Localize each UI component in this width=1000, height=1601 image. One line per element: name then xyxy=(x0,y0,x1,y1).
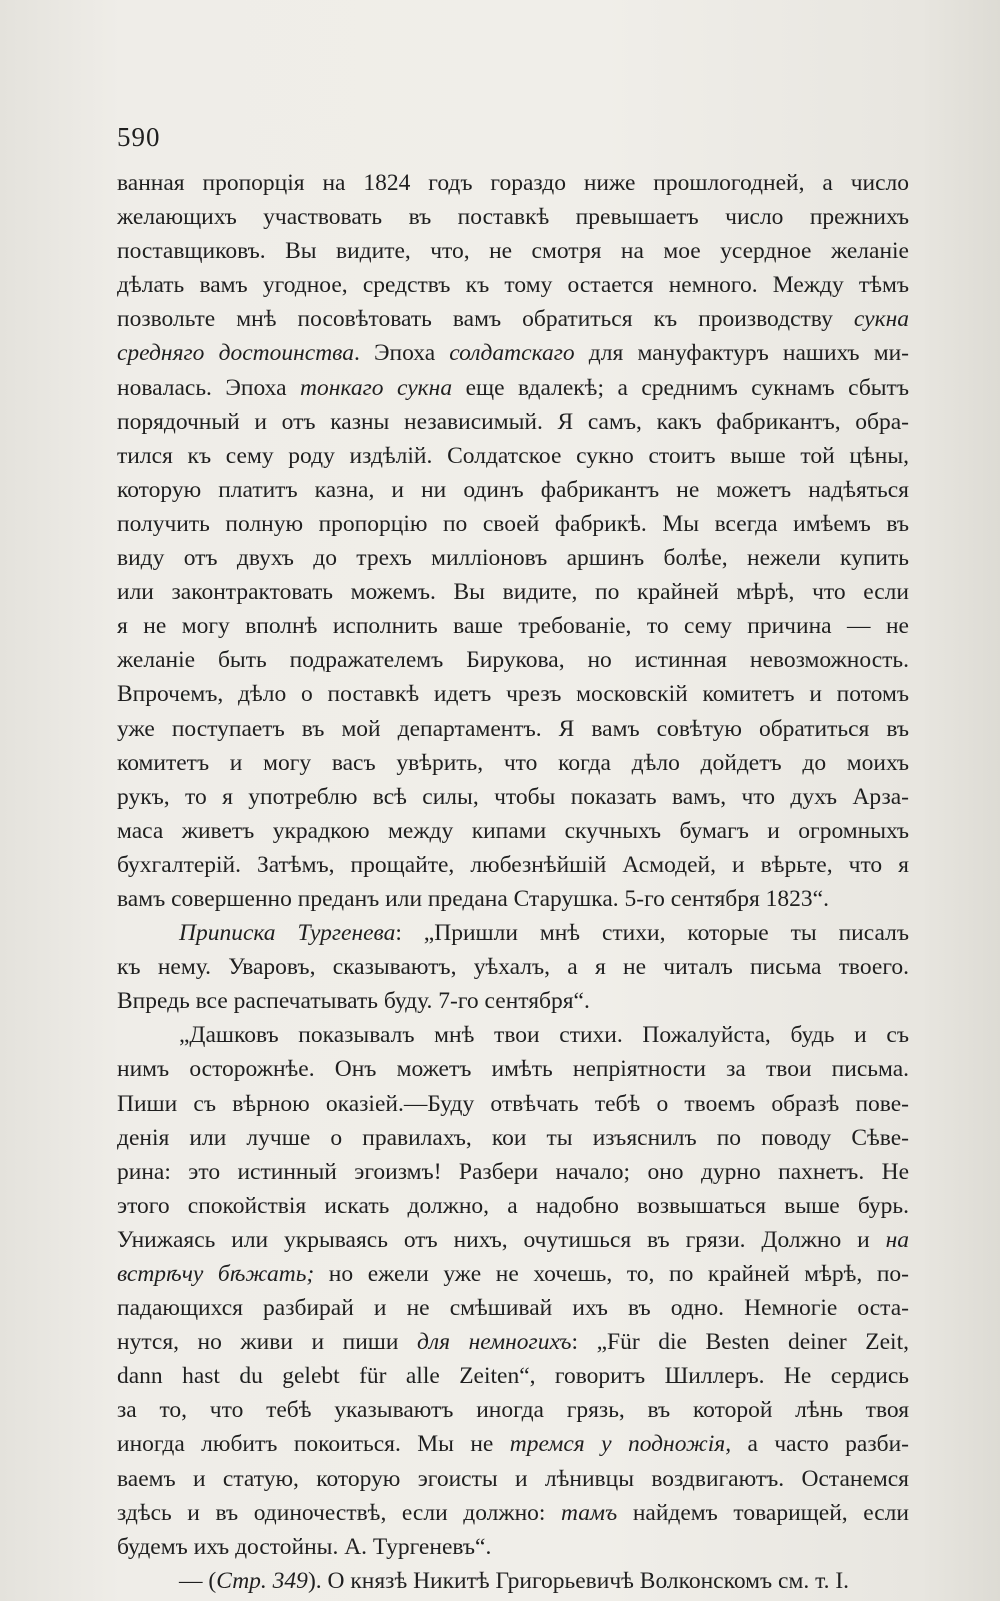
italic-text: Приписка Тургенева xyxy=(179,920,396,947)
text-segment: нимъ осторожнѣе. Онъ можетъ имѣть непріятности за твои письма. xyxy=(117,1056,909,1083)
text-line xyxy=(117,405,909,439)
text-line xyxy=(117,439,909,473)
text-line xyxy=(117,336,909,370)
page-number: 590 xyxy=(117,122,161,152)
text-segment: желаніе быть подражателемъ Бирукова, но истинная невозможность. xyxy=(117,647,909,674)
text-line xyxy=(117,814,909,848)
text-segment: поставщиковъ. Вы видите, что, не смотря на мое усердное желаніе xyxy=(117,238,909,265)
text-line xyxy=(117,984,909,1018)
text-line xyxy=(117,234,909,268)
text-segment: dann hast du gelebt für alle Zeiten“, говоритъ Шиллеръ. Не сердись xyxy=(117,1363,909,1390)
text-segment: рукъ, то я употреблю всѣ силы, чтобы показать вамъ, что духъ Арза- xyxy=(117,783,909,810)
italic-text: на xyxy=(885,1226,909,1253)
text-line xyxy=(117,1427,909,1461)
text-segment: но ежели уже не хочешь, то, по крайней мѣрѣ, по- xyxy=(314,1261,909,1287)
text-segment: которую платитъ казна, и ни одинъ фабрикантъ не можетъ надѣяться xyxy=(117,476,909,503)
text-line xyxy=(117,302,909,336)
text-segment: дѣлать вамъ угодное, средствъ къ тому остается немного. Между тѣмъ xyxy=(117,272,909,299)
text-segment: бухгалтерій. Затѣмъ, прощайте, любезнѣйшій Асмодей, и вѣрьте, что я xyxy=(117,851,909,878)
paragraph xyxy=(117,1018,909,1564)
text-line xyxy=(117,950,909,984)
italic-text: тонкаго сукна xyxy=(300,374,453,401)
text-line xyxy=(117,575,909,609)
text-line xyxy=(117,1291,909,1325)
text-segment: : „Пришли мнѣ стихи, которые ты писалъ xyxy=(395,920,909,947)
text-segment: для мануфактуръ нашихъ ми- xyxy=(574,340,909,367)
text-segment: найдемъ товарищей, если xyxy=(617,1499,909,1526)
text-segment: здѣсь и въ одиночествѣ, если должно: xyxy=(117,1499,562,1526)
text-segment: уже поступаетъ въ мой департаментъ. Я вамъ совѣтую обратиться въ xyxy=(117,715,909,742)
text-line xyxy=(117,916,909,950)
text-line xyxy=(117,712,909,746)
italic-text: тремся у подножія, xyxy=(509,1431,732,1458)
italic-text: средняго достоинства xyxy=(117,340,354,367)
text-line xyxy=(117,200,909,234)
text-line xyxy=(117,1325,909,1359)
text-segment: Впредь все распечатывать буду. 7-го сентября“. xyxy=(117,988,590,1015)
text-segment: нутся, но живи и пиши xyxy=(117,1329,417,1356)
text-segment: денія или лучше о правилахъ, кои ты изъяснилъ по поводу Сѣве- xyxy=(117,1124,909,1151)
text-body xyxy=(117,166,909,1598)
italic-text: для немногихъ xyxy=(417,1329,572,1356)
text-line xyxy=(117,1052,909,1086)
text-line xyxy=(117,677,909,711)
text-line xyxy=(117,1121,909,1155)
italic-text: солдатскаго xyxy=(449,340,575,367)
text-line xyxy=(117,268,909,302)
text-line xyxy=(117,1189,909,1223)
text-segment: вамъ совершенно преданъ или предана Старушка. 5-го сентября 1823“. xyxy=(117,885,829,912)
text-segment: позвольте мнѣ посовѣтовать вамъ обратиться къ производству xyxy=(117,306,854,333)
italic-text: сукна xyxy=(853,306,909,333)
text-segment: „Дашковъ показывалъ мнѣ твои стихи. Пожалуйста, будь и съ xyxy=(179,1022,909,1049)
text-line xyxy=(117,473,909,507)
italic-text: тамъ xyxy=(561,1499,618,1526)
text-line xyxy=(117,780,909,814)
text-line xyxy=(117,507,909,541)
text-segment: а часто разби- xyxy=(731,1431,909,1458)
text-segment: Унижаясь или укрываясь отъ нихъ, очутишься въ грязи. Должно и xyxy=(117,1226,886,1253)
italic-text: Стр. 349 xyxy=(216,1567,308,1594)
text-segment: получить полную пропорцію по своей фабрикѣ. Мы всегда имѣемъ въ xyxy=(117,510,909,537)
text-segment: еще вдалекѣ; а среднимъ сукнамъ сбытъ xyxy=(452,374,909,401)
text-line xyxy=(117,1087,909,1121)
text-line xyxy=(117,371,909,405)
paragraph xyxy=(117,916,909,1018)
text-line xyxy=(117,643,909,677)
text-line xyxy=(117,1359,909,1393)
text-line xyxy=(117,1393,909,1427)
text-line xyxy=(117,541,909,575)
text-line xyxy=(117,1018,909,1052)
text-segment: иногда любитъ покоиться. Мы не xyxy=(117,1431,510,1458)
text-line xyxy=(117,1564,909,1598)
text-segment: къ нему. Уваровъ, сказываютъ, уѣхалъ, а я не читалъ письма твоего. xyxy=(117,954,909,981)
text-segment: Пиши съ вѣрною оказіей.—Буду отвѣчать тебѣ о твоемъ образѣ пове- xyxy=(117,1090,909,1117)
text-segment: за то, что тебѣ указываютъ иногда грязь, въ которой лѣнь твоя xyxy=(117,1397,909,1424)
text-line xyxy=(117,1496,909,1530)
text-line xyxy=(117,848,909,882)
text-line xyxy=(117,882,909,916)
text-segment: Впрочемъ, дѣло о поставкѣ идетъ чрезъ московскій комитетъ и потомъ xyxy=(117,681,909,708)
italic-text: встрѣчу бѣжать; xyxy=(117,1261,315,1287)
text-line xyxy=(117,1530,909,1564)
text-segment: ванная пропорція на 1824 годъ гораздо ниже прошлогодней, а число xyxy=(117,170,909,196)
text-segment: рина: это истинный эгоизмъ! Разбери начало; оно дурно пахнетъ. Не xyxy=(117,1158,909,1185)
paragraph xyxy=(117,166,909,916)
text-segment: я не могу вполнѣ исполнить ваше требованіе, то сему причина — не xyxy=(117,613,909,640)
text-line xyxy=(117,1462,909,1496)
text-segment: : „Für die Besten deiner Zeit, xyxy=(571,1329,909,1356)
text-segment: желающихъ участвовать въ поставкѣ превышаетъ число прежнихъ xyxy=(117,204,909,231)
text-segment: падающихся разбирай и не смѣшивай ихъ въ одно. Немногіе оста- xyxy=(117,1295,909,1322)
text-segment: . Эпоха xyxy=(353,340,450,367)
text-segment: виду отъ двухъ до трехъ милліоновъ аршинъ болѣе, нежели купить xyxy=(117,545,909,572)
text-line xyxy=(117,746,909,780)
text-segment: порядочный и отъ казны независимый. Я самъ, какъ фабрикантъ, обра- xyxy=(117,408,909,435)
text-segment: или законтрактовать можемъ. Вы видите, по крайней мѣрѣ, что если xyxy=(117,579,909,606)
text-line xyxy=(117,166,909,200)
text-line xyxy=(117,1155,909,1189)
text-segment: комитетъ и могу васъ увѣрить, что когда дѣло дойдетъ до моихъ xyxy=(117,749,909,776)
text-line xyxy=(117,1257,909,1291)
text-segment: — ( xyxy=(179,1567,217,1594)
text-line xyxy=(117,609,909,643)
text-segment: будемъ ихъ достойны. А. Тургеневъ“. xyxy=(117,1533,492,1560)
paragraph xyxy=(117,1564,909,1598)
text-segment: ). О князѣ Никитѣ Григорьевичѣ Волконскомъ см. т. I. xyxy=(307,1567,850,1594)
text-segment: новалась. Эпоха xyxy=(117,374,301,401)
text-segment: этого спокойствія искать должно, а надобно возвышаться выше бурь. xyxy=(117,1192,909,1219)
text-segment: тился къ сему роду издѣлій. Солдатское сукно стоитъ выше той цѣны, xyxy=(117,442,909,469)
text-segment: ваемъ и статую, которую эгоисты и лѣнивцы воздвигаютъ. Останемся xyxy=(117,1465,909,1492)
text-line xyxy=(117,1223,909,1257)
text-segment: маса живетъ украдкою между кипами скучныхъ бумагъ и огромныхъ xyxy=(117,817,909,844)
